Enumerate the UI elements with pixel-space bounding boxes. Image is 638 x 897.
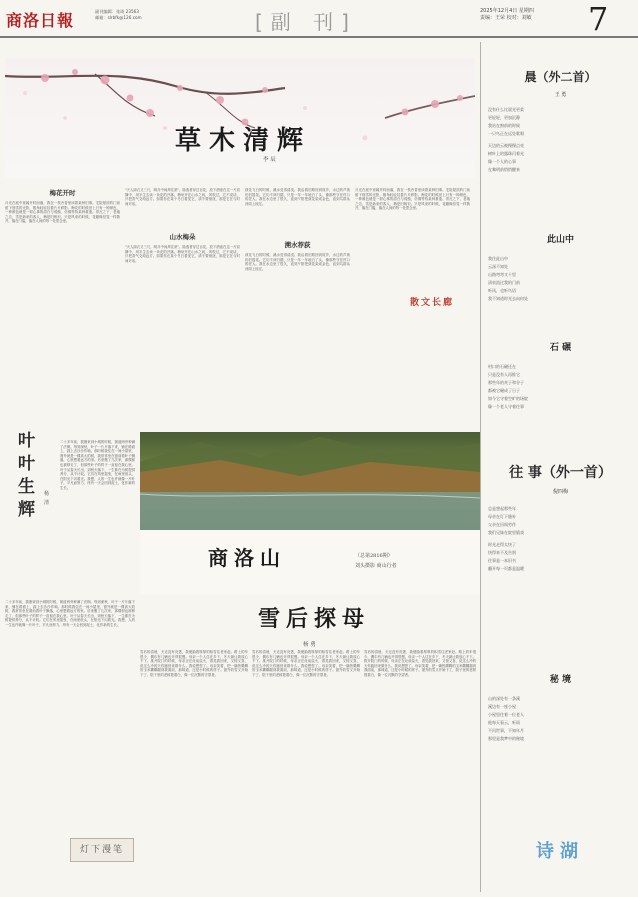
right-column-divider: [480, 42, 481, 892]
poem-line: 山的深处有一条溪: [488, 696, 520, 701]
email-line: 邮箱：slrbfk@126.com: [95, 15, 142, 20]
story-body-col2: 雪后的清晨，天还没有亮透，我便踏着厚厚的积雪往老家赶。路上的车很少，偶尔有几辆也开得很慢。母亲一个人住在乡下，冬天最让我放心不下。推开院门的时候，母亲正在灶前烧火，看见我回来，又惊又喜，说这么冷的天你跑回来做什么。我说想您了。母亲笑着，把一碗热腾腾的玉米糊糊端到我面前，那味道，还是小时候的样子。窗外的雪又开始下了，院子里的老树披着白，像一位沉默的守望者。: [252, 650, 360, 677]
poem-title: 溯水荐荻: [284, 241, 311, 249]
story-title: 雪后探母: [258, 606, 371, 632]
poem-lead: 荻花飞白的时候，溪水变得清浅。我沿着旧路回到故乡，水边的芦荻仍旧摇晃。它们不问归期，只是一年一年地白了头，像那些守在村口的老人。我在水边坐了很久，直到夕阳把荻花染成金色，直到鸟群从河面上掠过。: [245, 188, 350, 206]
feature-author: 李 辰: [263, 157, 276, 163]
editor-info: [95, 9, 142, 21]
feature-title: 草木清辉: [175, 126, 312, 156]
essay-author: 杨 清: [44, 491, 50, 506]
lamp-column-badge: [70, 838, 134, 862]
section-category: [副 刊]: [255, 10, 357, 34]
poem-title: 往 事（外一首）: [509, 465, 612, 481]
poem-line: 我不知道时光去向何处: [488, 296, 528, 301]
poem-title: 石 碾: [549, 343, 572, 353]
poem-line: 没有什么比晨光更柔: [488, 107, 524, 112]
poem-line: 像一个人的心事: [488, 159, 516, 164]
poem-title: 山水梅朵: [169, 233, 196, 241]
poem-line: 在黎明前悄悄醒来: [488, 167, 520, 172]
poem-line: 小屋里住着一位老人: [488, 712, 524, 717]
poem-line: 像一个老人守着往事: [488, 404, 524, 409]
poem-title: 秘 境: [549, 675, 572, 685]
poem-line: 翻开每一页都是温暖: [488, 566, 524, 571]
poem-line: 树叶上的露珠闪着光: [488, 151, 524, 156]
landscape-photo: [140, 432, 480, 530]
photo-caption-box: [140, 530, 480, 594]
mountain-lake-scene: [140, 432, 480, 530]
poem-body-continued: 月光在庭中宽阔开时而落，我在一枝冷香里读着某种旧事。宅院屋顶的门前留下细雪的光影，檐角轻轻挂着片片碎影。梅花的时候世上只有一种颜色，一种颜色就是一树心事的清白与孤傲，仿佛等待某种重逢。青瓦之下，老墙之边，雪是新来的客人，梅是旧相识。只是风来的时候，花瓣像信笺一样散开，落在门槛，落在人间的每一处思念里。: [355, 188, 470, 211]
poem-block-3: [245, 188, 350, 313]
newspaper-logo: 商洛日報: [6, 11, 75, 30]
photo-credit: 刘头摄影 商山行者: [355, 563, 397, 569]
poem-line: 更轻轻，更加沉静: [488, 115, 520, 120]
poem-line: 听风，也听鸟语: [488, 288, 516, 293]
poem-line: 时光走得太快了: [488, 542, 516, 547]
poem-block-4: [355, 188, 470, 306]
poem-line: 山路弯弯又十里: [488, 272, 516, 277]
story-body-col3: 雪后的清晨，天还没有亮透，我便踏着厚厚的积雪往老家赶。路上的车很少，偶尔有几辆也开得很慢。母亲一个人住在乡下，冬天最让我放心不下。推开院门的时候，母亲正在灶前烧火，看见我回来，又惊又喜，说这么冷的天你跑回来做什么。我说想您了。母亲笑着，把一碗热腾腾的玉米糊糊端到我面前，那味道，还是小时候的样子。窗外的雪又开始下了，院子里的老树披着白，像一位沉默的守望者。: [364, 650, 476, 677]
poem-stone-mill: [488, 340, 633, 411]
badge-text: 散文长廊: [410, 298, 455, 308]
poem-past: [488, 462, 633, 573]
poem-body: 月光在庭中宽阔开时而落，我在一枝冷香里读着某种旧事。宅院屋顶的门前留下细雪的光影，檐角轻轻挂着片片碎影。梅花的时候世上只有一种颜色，一种颜色就是一树心事的清白与孤傲，仿佛等待某种重逢。青瓦之下，老墙之边，雪是新来的客人，梅是旧相识。只是风来的时候，花瓣像信笺一样散开，落在门槛，落在人间的每一处思念里。: [5, 201, 120, 224]
poem-line: 我站在窗前的时候: [488, 123, 520, 128]
issue-date: [480, 8, 534, 22]
poem-line: 只是没有人再推它: [488, 372, 520, 377]
poem-title: 梅花开时: [49, 189, 76, 197]
poem-secret-realm: [488, 672, 633, 743]
poem-line: 云深不知处: [488, 264, 508, 269]
poetry-lake-badge: [505, 832, 615, 872]
badge-text: 诗湖: [536, 841, 584, 862]
editor-line: 副刊编辑：张琦 23563: [95, 9, 139, 14]
poem-title: 晨（外二首）: [524, 70, 597, 84]
poem-block-1: [5, 188, 120, 319]
poem-line: 都被它碾成了日子: [488, 388, 520, 393]
poem-line: 不问世事，不知年月: [488, 728, 524, 733]
essay-corridor-badge: [410, 295, 470, 321]
poem-line: 快得来不及告别: [488, 550, 516, 555]
poem-line: 我住此山中: [488, 256, 508, 261]
plum-branch-illustration: [5, 58, 475, 178]
poem-line: 清泉流过我的门前: [488, 280, 520, 285]
poem-line: 一只鸟正在远处歌唱: [488, 131, 524, 136]
poem-author: 倪四梅: [552, 489, 568, 495]
poem-line: 父亲在田间劳作: [488, 522, 516, 527]
poem-line: 母亲在灯下缝补: [488, 514, 516, 519]
essay-body: 二十多年前，我刚来到小城的时候，街道两旁种满了法桐。每到深秋，叶子一片片落下来，铺在路面上，踩上去沙沙作响。那时候我住在一间小屋里，窗外就是一棵高大的树，我常常坐在窗前看叶子飘落，心里想着远方的家。后来搬了几次家，那棵树也被移走了，但那些叶子的样子一直留在我心里。叶子从春天长出，到秋天落下，一生都在为树提供养分，从不计较。它们在风里摇曳，在雨里低头，在阳光下闪着光。我想，人的一生也许就像一片叶子，平凡而努力，终有一天会回到泥土，化作新的生长。: [5, 600, 135, 627]
poem-line: 那里是我梦中的秘境: [488, 736, 524, 741]
photo-issue: （总第2816期）: [355, 553, 393, 559]
poem-mountain: [488, 232, 633, 303]
poem-line: 我们兄妹在院里嬉戏: [488, 530, 524, 535]
poem-line: 他每天看云，听雨: [488, 720, 520, 725]
poem-line: 总是想起那些年: [488, 506, 516, 511]
page-number: 7: [588, 0, 609, 38]
date-line: 2025年12月4日 星期四: [480, 8, 534, 14]
poem-title: 此山中: [546, 235, 574, 245]
badge-text: 灯下漫笔: [79, 845, 124, 855]
essay-title: 叶叶生辉: [18, 431, 35, 520]
photo-title: 商洛山: [208, 546, 286, 570]
date-sub-line: 责编：王荣 校对：刘敏: [480, 15, 532, 21]
poem-author: 王 勇: [554, 92, 567, 98]
poem-morning: [488, 68, 633, 174]
poem-line: 天边的云被慢慢点亮: [488, 143, 524, 148]
plum-blossom-banner: [5, 58, 475, 178]
poem-line: 溪边有一座小屋: [488, 704, 516, 709]
story-body-col1: 雪后的清晨，天还没有亮透，我便踏着厚厚的积雪往老家赶。路上的车很少，偶尔有几辆也开得很慢。母亲一个人住在乡下，冬天最让我放心不下。推开院门的时候，母亲正在灶前烧火，看见我回来，又惊又喜，说这么冷的天你跑回来做什么。我说想您了。母亲笑着，把一碗热腾腾的玉米糊糊端到我面前，那味道，还是小时候的样子。窗外的雪又开始下了，院子里的老树披着白，像一位沉默的守望者。: [140, 650, 248, 677]
story-author: 杨 勇: [303, 642, 316, 648]
poem-block-2: [125, 188, 240, 315]
poem-line: 那些年的麦子和谷子: [488, 380, 524, 385]
poem-line: 往事是一本旧书: [488, 558, 516, 563]
poem-body: 荻花飞白的时候，溪水变得清浅。我沿着旧路回到故乡，水边的芦荻仍旧摇晃。它们不问归期，只是一年一年地白了头，像那些守在村口的老人。我在水边坐了很久，直到夕阳把荻花染成金色，直到鸟群从河面上掠过。: [245, 253, 350, 271]
essay-body-intro: 二十多年前，我刚来到小城的时候，街道两旁种满了法桐。每到深秋，叶子一片片落下来，铺在路面上，踩上去沙沙作响。那时候我住在一间小屋里，窗外就是一棵高大的树，我常常坐在窗前看叶子飘落，心里想着远方的家。后来搬了几次家，那棵树也被移走了，但那些叶子的样子一直留在我心里。叶子从春天长出，到秋天落下，一生都在为树提供养分，从不计较。它们在风里摇曳，在雨里低头，在阳光下闪着光。我想，人的一生也许就像一片叶子，平凡而努力，终有一天会回到泥土，化作新的生长。: [60, 440, 135, 490]
poem-intro: "天人绿衣又三尺，明月中间拜往宽"。隐逸者穿过百花，放下酒壶在这一片寂静中，用半生去读一朵花的开落。梅朵开在山水之间，风吹过，它不说话，只把香气交给远方。如果你在某个冬日看见它，请不要惊扰，那是它在与时间对话。: [125, 188, 240, 206]
poem-line: 村口的石碾还在: [488, 364, 516, 369]
poem-line: 如今它守着空旷的场院: [488, 396, 528, 401]
poem-body: "天人绿衣又三尺，明月中间拜往宽"。隐逸者穿过百花，放下酒壶在这一片寂静中，用半生去读一朵花的开落。梅朵开在山水之间，风吹过，它不说话，只把香气交给远方。如果你在某个冬日看见它，请不要惊扰，那是它在与时间对话。: [125, 245, 240, 263]
